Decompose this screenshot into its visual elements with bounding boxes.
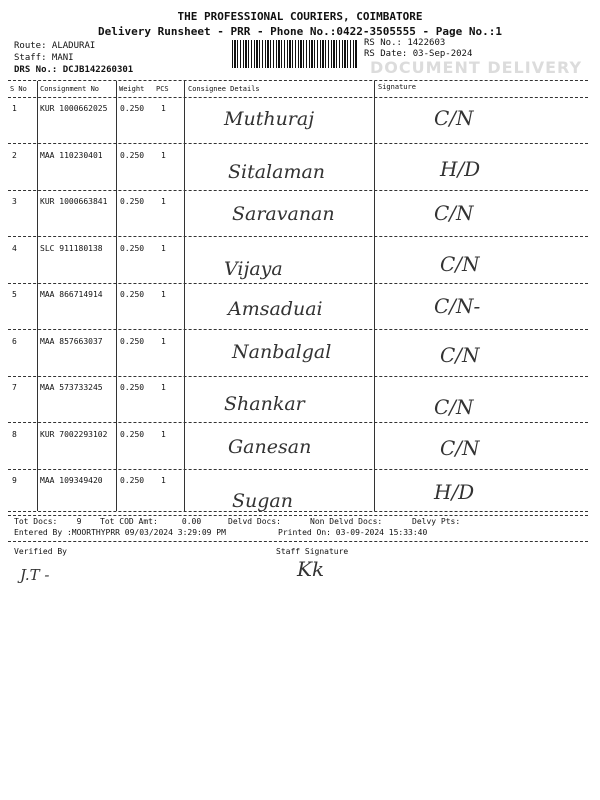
row-pcs: 1	[161, 290, 166, 299]
table-row	[0, 238, 600, 281]
row-sno: 2	[12, 151, 17, 160]
row-sno: 6	[12, 337, 17, 346]
table-row	[0, 424, 600, 467]
col-consignee: Consignee Details	[188, 85, 260, 93]
drs-number: DRS No.: DCJB142260301	[14, 65, 134, 75]
consignee-name-handwritten: Sitalaman	[228, 161, 326, 183]
table-row	[0, 470, 600, 513]
row-weight: 0.250	[120, 244, 145, 253]
row-pcs: 1	[161, 476, 166, 485]
delivery-points: Delvy Pts:	[412, 517, 461, 526]
consignee-name-handwritten: Saravanan	[232, 203, 335, 225]
row-consignment-no: MAA 857663037	[40, 337, 103, 346]
signature-mark-handwritten: C/N	[440, 343, 480, 367]
table-row	[0, 145, 600, 188]
consignee-name-handwritten: Vijaya	[224, 258, 283, 280]
row-consignment-no: KUR 7002293102	[40, 430, 108, 439]
barcode-image	[232, 40, 358, 68]
row-divider	[8, 329, 588, 330]
row-consignment-no: MAA 109349420	[40, 476, 103, 485]
row-consignment-no: KUR 1000663841	[40, 197, 108, 206]
signature-mark-handwritten: H/D	[440, 157, 481, 181]
staff-signature: Kk	[297, 557, 325, 581]
consignee-name-handwritten: Shankar	[224, 393, 305, 415]
col-sno: S No	[10, 85, 27, 93]
signature-mark-handwritten: C/N	[434, 395, 474, 419]
divider	[8, 80, 588, 81]
table-row	[0, 377, 600, 420]
delivered-docs: Delvd Docs:	[228, 517, 281, 526]
row-pcs: 1	[161, 383, 166, 392]
row-weight: 0.250	[120, 197, 145, 206]
printed-on: Printed On: 03-09-2024 15:33:40	[278, 528, 428, 537]
row-sno: 8	[12, 430, 17, 439]
table-row	[0, 98, 600, 141]
row-divider	[8, 236, 588, 237]
company-name: THE PROFESSIONAL COURIERS, COIMBATORE	[177, 10, 423, 23]
rs-number: RS No.: 1422603	[364, 38, 446, 48]
non-delivered-docs: Non Delvd Docs:	[310, 517, 383, 526]
signature-mark-handwritten: H/D	[434, 480, 475, 504]
row-sno: 9	[12, 476, 17, 485]
row-consignment-no: MAA 866714914	[40, 290, 103, 299]
row-consignment-no: MAA 110230401	[40, 151, 103, 160]
row-consignment-no: MAA 573733245	[40, 383, 103, 392]
total-docs: Tot Docs: 9	[14, 517, 82, 526]
row-pcs: 1	[161, 151, 166, 160]
row-sno: 4	[12, 244, 17, 253]
row-divider	[8, 515, 588, 516]
row-pcs: 1	[161, 430, 166, 439]
row-divider	[8, 143, 588, 144]
verified-by-label: Verified By	[14, 547, 67, 556]
row-consignment-no: SLC 911180138	[40, 244, 103, 253]
row-weight: 0.250	[120, 476, 145, 485]
total-cod-amount: Tot COD Amt: 0.00	[100, 517, 202, 526]
staff-signature-label: Staff Signature	[276, 547, 349, 556]
consignee-name-handwritten: Amsaduai	[228, 298, 323, 320]
row-sno: 1	[12, 104, 17, 113]
col-pcs: PCS	[156, 85, 169, 93]
row-weight: 0.250	[120, 430, 145, 439]
table-row	[0, 284, 600, 327]
runsheet-title: Delivery Runsheet - PRR - Phone No.:0422-3505555 - Page No.:1	[98, 25, 502, 38]
consignee-name-handwritten: Sugan	[232, 490, 293, 512]
signature-mark-handwritten: C/N-	[434, 294, 481, 318]
row-pcs: 1	[161, 244, 166, 253]
verified-by-signature: J.T -	[20, 566, 50, 584]
signature-mark-handwritten: C/N	[440, 252, 480, 276]
route-label: Route: ALADURAI	[14, 41, 96, 51]
col-weight: Weight	[119, 85, 145, 93]
row-pcs: 1	[161, 337, 166, 346]
document-delivery-watermark: DOCUMENT DELIVERY	[370, 58, 583, 77]
staff-label: Staff: MANI	[14, 53, 74, 63]
row-sno: 3	[12, 197, 17, 206]
row-consignment-no: KUR 1000662025	[40, 104, 108, 113]
row-pcs: 1	[161, 197, 166, 206]
col-consignment: Consignment No	[40, 85, 100, 93]
row-weight: 0.250	[120, 383, 145, 392]
signature-mark-handwritten: C/N	[434, 201, 474, 225]
row-divider	[8, 422, 588, 423]
signature-mark-handwritten: C/N	[434, 106, 474, 130]
row-weight: 0.250	[120, 151, 145, 160]
row-pcs: 1	[161, 104, 166, 113]
row-weight: 0.250	[120, 290, 145, 299]
row-weight: 0.250	[120, 337, 145, 346]
row-sno: 5	[12, 290, 17, 299]
consignee-name-handwritten: Nanbalgal	[232, 341, 332, 363]
row-sno: 7	[12, 383, 17, 392]
consignee-name-handwritten: Muthuraj	[224, 108, 315, 130]
entered-by: Entered By :MOORTHYPRR 09/03/2024 3:29:09 PM	[14, 528, 226, 537]
col-signature: Signature	[378, 83, 416, 91]
divider	[8, 541, 588, 542]
table-row	[0, 191, 600, 234]
rs-date: RS Date: 03-Sep-2024	[364, 49, 473, 59]
consignee-name-handwritten: Ganesan	[228, 436, 312, 458]
row-weight: 0.250	[120, 104, 145, 113]
signature-mark-handwritten: C/N	[440, 436, 480, 460]
divider	[8, 511, 588, 512]
table-row	[0, 331, 600, 374]
